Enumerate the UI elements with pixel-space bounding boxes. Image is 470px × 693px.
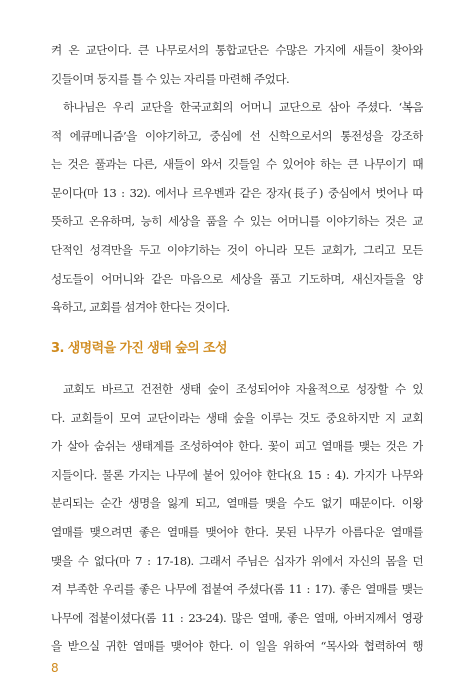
text-line: 는 것은 풀과는 다른, 새들이 와서 깃들일 수 있어야 하는 큰 나무이기 때	[51, 157, 423, 172]
text-line: 깃들이며 둥지를 틀 수 있는 자리를 마련해 주었다.	[51, 71, 290, 86]
text-line: 분리되는 순간 생명을 잃게 되고, 열매를 맺을 수도 없기 때문이다. 이왕	[51, 496, 423, 511]
text-line: 켜 온 교단이다. 큰 나무로서의 통합교단은 수많은 가지에 새들이 찾아와	[51, 43, 423, 57]
section-heading: 3. 생명력을 가진 생태 숲의 조성	[51, 341, 227, 356]
text-line: 성도들이 어머니와 같은 마음으로 세상을 품고 기도하며, 새신자들을 양	[51, 271, 423, 286]
text-line: 적 에큐메니즘’을 이야기하고, 중심에 선 신학으로서의 통전성을 강조하	[51, 128, 423, 143]
paragraph-mother-denomination	[51, 93, 423, 322]
text-line: 교회도 바르고 건전한 생태 숲이 조성되어야 자율적으로 성장할 수 있	[63, 382, 423, 396]
text-line: 가 살아 숨쉬는 생태계를 조성하여야 한다. 꽃이 피고 열매를 맺는 것은 가	[51, 439, 423, 454]
text-line: 져 부족한 우리를 좋은 나무에 접붙여 주셨다(롬 11 : 17). 좋은 열매를 맺는	[51, 582, 423, 597]
text-line: 육하고, 교회를 섬겨야 한다는 것이다.	[51, 300, 230, 315]
text-line: 다. 교회들이 모여 교단이라는 생태 숲을 이루는 것도 중요하지만 지 교회	[51, 410, 423, 425]
text-line: 나무에 접붙이셨다(롬 11 : 23-24). 많은 열매, 좋은 열매, 아버지께서 영광	[51, 610, 423, 625]
text-line: 뜻하고 온유하며, 능히 세상을 품을 수 있는 어머니를 이야기하는 것은 교	[51, 214, 423, 229]
text-line: 맺을 수 없다(마 7 : 17-18). 그래서 주님은 십자가 위에서 자신의 몸을 던	[51, 553, 423, 568]
text-line: 지들이다. 물론 가지는 나무에 붙어 있어야 한다(요 15 : 4). 가지가 나무와	[51, 467, 423, 482]
paragraph-ecological-forest	[51, 375, 423, 661]
text-line: 열매를 맺으려면 좋은 열매를 맺어야 한다. 못된 나무가 아름다운 열매를	[51, 524, 423, 539]
paragraph-continuation	[51, 36, 423, 93]
text-line: 단적인 성격만을 두고 이야기하는 것이 아니라 모든 교회가, 그리고 모든	[51, 242, 423, 257]
text-line: 을 받으실 귀한 열매를 맺어야 한다. 이 일을 위하여 “목사와 협력하여 행	[51, 639, 423, 654]
page-number: 8	[51, 661, 59, 675]
text-line: 하나님은 우리 교단을 한국교회의 어머니 교단으로 삼아 주셨다. ‘복음	[63, 100, 423, 114]
text-line: 문이다(마 13 : 32). 에서나 르우벤과 같은 장자(長子) 중심에서 벗어나 따	[51, 185, 423, 200]
